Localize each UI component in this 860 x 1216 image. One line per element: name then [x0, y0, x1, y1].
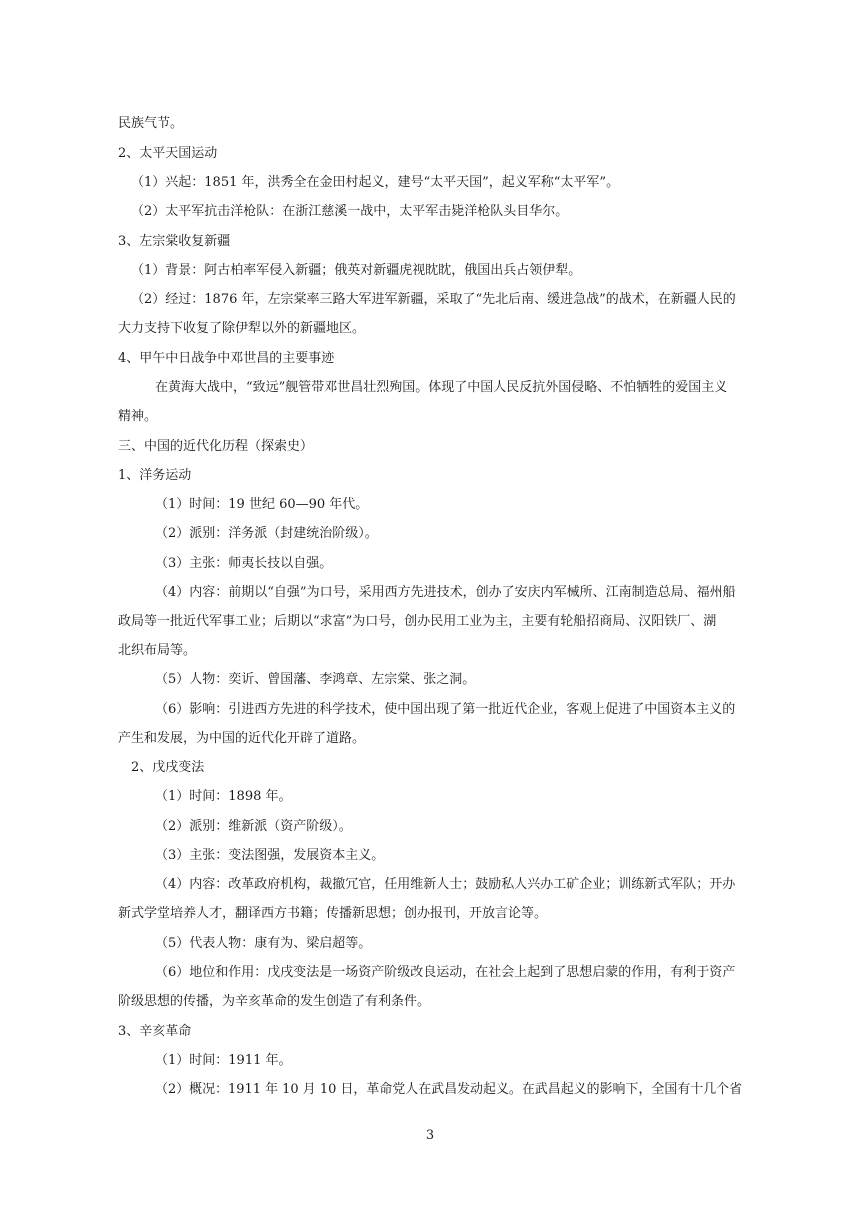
text-line: 北织布局等。 [118, 643, 197, 658]
text-line: （1）背景：阿古柏率军侵入新疆；俄英对新疆虎视眈眈，俄国出兵占领伊犁。 [131, 263, 582, 278]
section-heading: 1、洋务运动 [118, 468, 192, 483]
text-line: （3）主张：变法图强，发展资本主义。 [155, 848, 385, 863]
text-line: （5）代表人物：康有为、梁启超等。 [155, 936, 372, 951]
text-line: （1）时间：1911 年。 [155, 1053, 292, 1068]
text-line: （2）概况：1911 年 10 月 10 日，革命党人在武昌发动起义。在武昌起义的影响下，全国有十几个省 [155, 1082, 743, 1097]
text-line: （2）派别：维新派（资产阶级）。 [155, 819, 352, 834]
page-number: 3 [425, 1128, 435, 1143]
section-heading: 3、辛亥革命 [118, 1024, 192, 1039]
section-heading: 2、戊戌变法 [131, 760, 205, 775]
section-heading: 2、太平天国运动 [118, 146, 218, 161]
text-line: （1）兴起：1851 年，洪秀全在金田村起义，建号“太平天国”，起义军称“太平军”。 [131, 175, 620, 190]
section-heading: 3、左宗棠收复新疆 [118, 234, 231, 249]
text-line: 在黄海大战中，“致远”舰管带邓世昌壮烈殉国。体现了中国人民反抗外国侵略、不怕牺牲的爱国主义 [155, 380, 728, 395]
text-line: 政局等一批近代军事工业；后期以“求富”为口号，创办民用工业为主，主要有轮船招商局、汉阳铁厂、湖 [118, 614, 717, 629]
chapter-heading: 三、中国的近代化历程（探索史） [118, 439, 314, 454]
text-line: 阶级思想的传播，为辛亥革命的发生创造了有利条件。 [118, 994, 431, 1009]
text-line: （6）影响：引进西方先进的科学技术，使中国出现了第一批近代企业，客观上促进了中国资本主义的 [155, 702, 736, 717]
text-line: （3）主张：师夷长技以自强。 [155, 556, 333, 571]
text-line: （4）内容：改革政府机构，裁撤冗官，任用维新人士；鼓励私人兴办工矿企业；训练新式军队；开办 [155, 877, 736, 892]
text-line: 民族气节。 [118, 116, 184, 131]
text-line: （1）时间：19 世纪 60—90 年代。 [155, 497, 369, 512]
text-line: 精神。 [118, 409, 158, 424]
text-line: 产生和发展，为中国的近代化开辟了道路。 [118, 731, 366, 746]
text-line: （2）经过：1876 年，左宗棠率三路大军进军新疆，采取了“先北后南、缓进急战”的战术，在新疆人民的 [131, 292, 736, 307]
text-line: （1）时间：1898 年。 [155, 789, 292, 804]
text-line: （2）太平军抗击洋枪队：在浙江慈溪一战中，太平军击毙洋枪队头目华尔。 [131, 204, 569, 219]
text-line: （5）人物：奕䜣、曾国藩、李鸿章、左宗棠、张之洞。 [155, 672, 476, 687]
text-line: 大力支持下收复了除伊犁以外的新疆地区。 [118, 321, 366, 336]
text-line: （2）派别：洋务派（封建统治阶级）。 [155, 526, 378, 541]
text-line: （6）地位和作用：戊戌变法是一场资产阶级改良运动，在社会上起到了思想启蒙的作用，有利于资产 [155, 965, 736, 980]
section-heading: 4、甲午中日战争中邓世昌的主要事迹 [118, 351, 335, 366]
text-line: （4）内容：前期以“自强”为口号，采用西方先进技术，创办了安庆内军械所、江南制造总局、福州船 [155, 585, 736, 600]
text-line: 新式学堂培养人才，翻译西方书籍；传播新思想；创办报刊，开放言论等。 [118, 906, 548, 921]
